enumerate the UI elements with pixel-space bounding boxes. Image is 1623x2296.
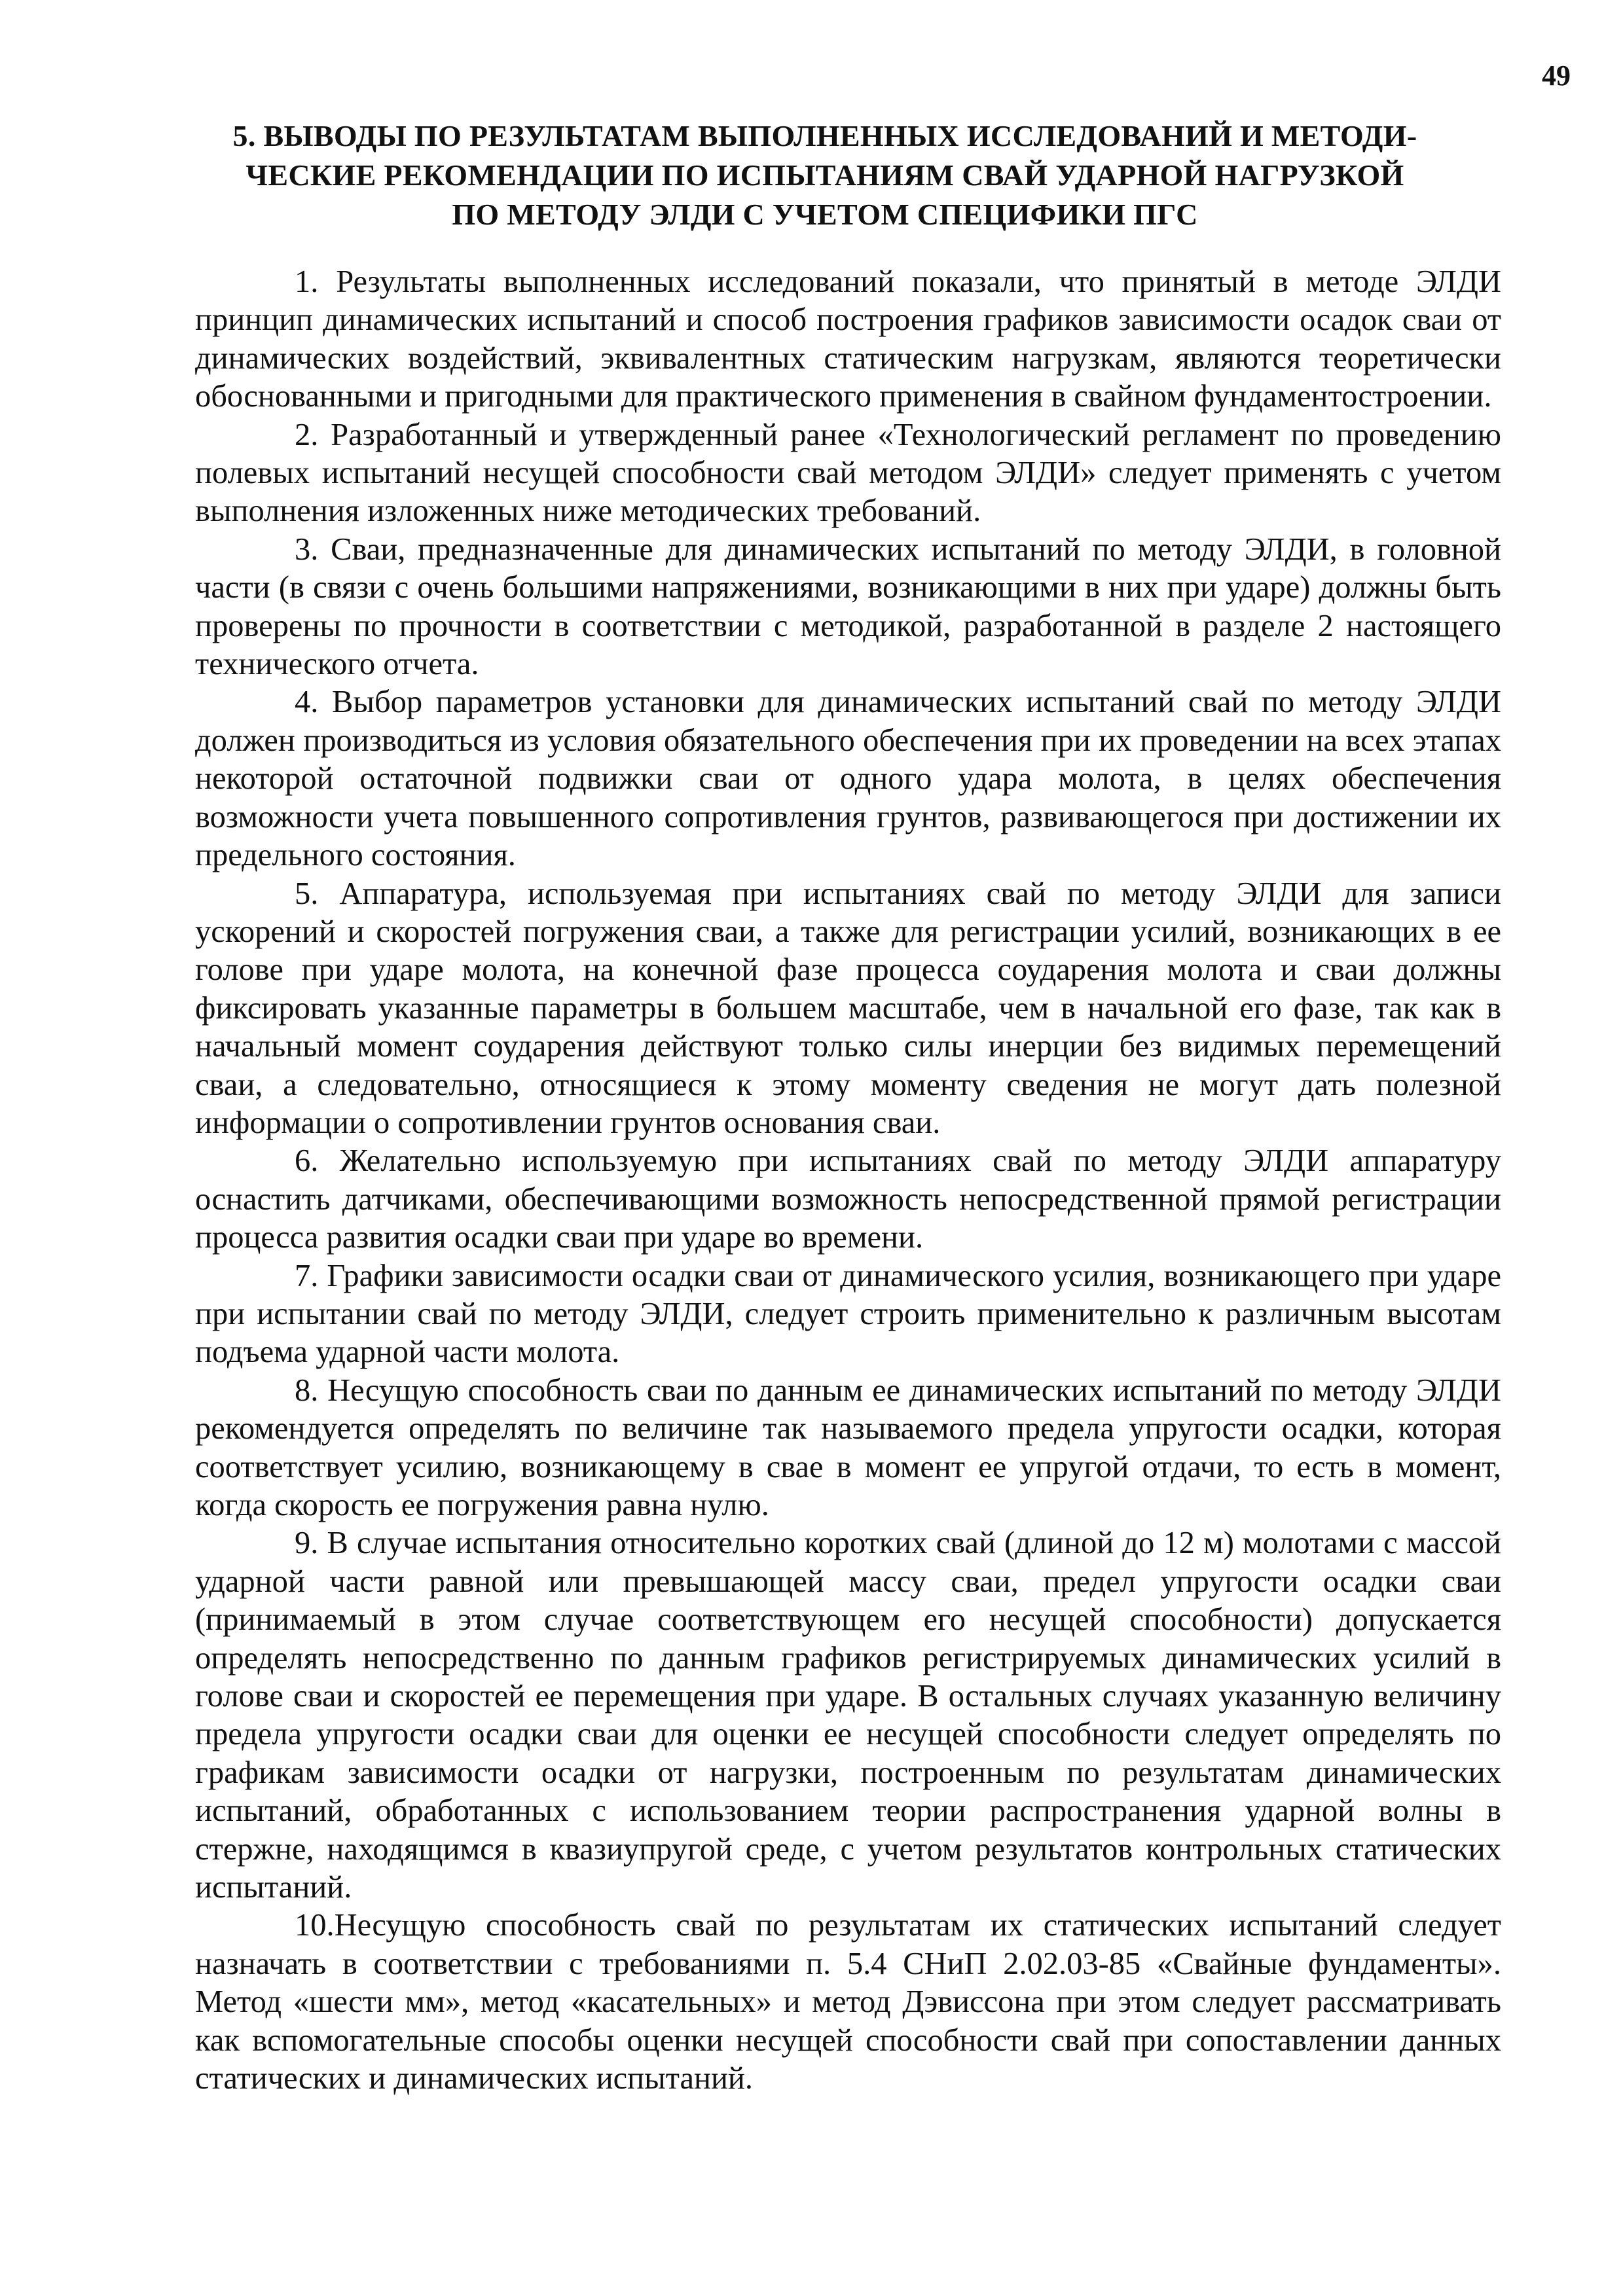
paragraph-4: 4. Выбор параметров установки для динамических испытаний свай по методу ЭЛДИ должен производиться из условия обязательного обеспечения при их проведении на всех этапах некоторой остаточной подвижки сваи от одного удара молота, в целях обеспечения возможности учета повышенного сопротивления грунтов, развивающегося при достижении их предельного состояния. [195,685,1501,873]
paragraph-3: 3. Сваи, предназначенные для динамических испытаний по методу ЭЛДИ, в головной части (в связи с очень большими напряжениями, возникающими в них при ударе) должны быть проверены по прочности в соответствии с методикой, разработанной в разделе 2 настоящего технического отчета. [195,531,1501,682]
heading-line-2: ЧЕСКИЕ РЕКОМЕНДАЦИИ ПО ИСПЫТАНИЯМ СВАЙ УДАРНОЙ НАГРУЗКОЙ [246,158,1404,192]
section-heading [183,117,1467,234]
paragraph-9: 9. В случае испытания относительно коротких свай (длиной до 12 м) молотами с массой ударной части равной или превышающей массу сваи, предел упругости осадки сваи (принимаемый в этом случае соответствующем его несущей способности) допускается определять непосредственно по данным графиков регистрируемых динамических усилий в голове сваи и скоростей ее перемещения при ударе. В остальных случаях указанную величину предела упругости осадки сваи для оценки ее несущей способности следует определять по графикам зависимости осадки от нагрузки, построенным по результатам динамических испытаний, обработанных с использованием теории распространения ударной волны в стержне, находящимся в квазиупругой среде, с учетом результатов контрольных статических испытаний. [195,1526,1501,1905]
paragraph-10: 10.Несущую способность свай по результатам их статических испытаний следует назначать в соответствии с требованиями п. 5.4 СНиП 2.02.03-85 «Свайные фундаменты». Метод «шести мм», метод «касательных» и метод Дэвиссона при этом следует рассматривать как вспомогательные способы оценки несущей способности свай при сопоставлении данных статических и динамических испытаний. [195,1908,1501,2096]
heading-line-3: ПО МЕТОДУ ЭЛДИ С УЧЕТОМ СПЕЦИФИКИ ПГС [452,198,1198,231]
paragraph-1: 1. Результаты выполненных исследований показали, что принятый в методе ЭЛДИ принцип динамических испытаний и способ построения графиков зависимости осадок сваи от динамических воздействий, эквивалентных статическим нагрузкам, являются теоретически обоснованными и пригодными для практического применения в свайном фундаментостроении. [195,264,1501,414]
paragraph-8: 8. Несущую способность сваи по данным ее динамических испытаний по методу ЭЛДИ рекомендуется определять по величине так называемого предела упругости осадки, которая соответствует усилию, возникающему в свае в момент ее упругой отдачи, то есть в момент, когда скорость ее погружения равна нулю. [195,1372,1501,1522]
heading-line-1: 5. ВЫВОДЫ ПО РЕЗУЛЬТАТАМ ВЫПОЛНЕННЫХ ИССЛЕДОВАНИЙ И МЕТОДИ- [232,119,1417,152]
paragraph-7: 7. Графики зависимости осадки сваи от динамического усилия, возникающего при ударе при испытании свай по методу ЭЛДИ, следует строить применительно к различным высотам подъема ударной части молота. [195,1258,1501,1370]
paragraph-2: 2. Разработанный и утвержденный ранее «Технологический регламент по проведению полевых испытаний несущей способности свай методом ЭЛДИ» следует применять с учетом выполнения изложенных ниже методических требований. [195,417,1501,529]
page-number: 49 [1542,60,1571,92]
paragraph-5: 5. Аппаратура, используемая при испытаниях свай по методу ЭЛДИ для записи ускорений и скоростей погружения сваи, а также для регистрации усилий, возникающих в ее голове при ударе молота, на конечной фазе процесса соударения молота и сваи должны фиксировать указанные параметры в большем масштабе, чем в начальной его фазе, так как в начальный момент соударения действуют только силы инерции без видимых перемещений сваи, а следовательно, относящиеся к этому моменту сведения не могут дать полезной информации о сопротивлении грунтов основания сваи. [195,876,1501,1140]
paragraph-6: 6. Желательно используемую при испытаниях свай по методу ЭЛДИ аппаратуру оснастить датчиками, обеспечивающими возможность непосредственной прямой регистрации процесса развития осадки сваи при ударе во времени. [195,1143,1501,1255]
body-text [195,263,1501,2098]
